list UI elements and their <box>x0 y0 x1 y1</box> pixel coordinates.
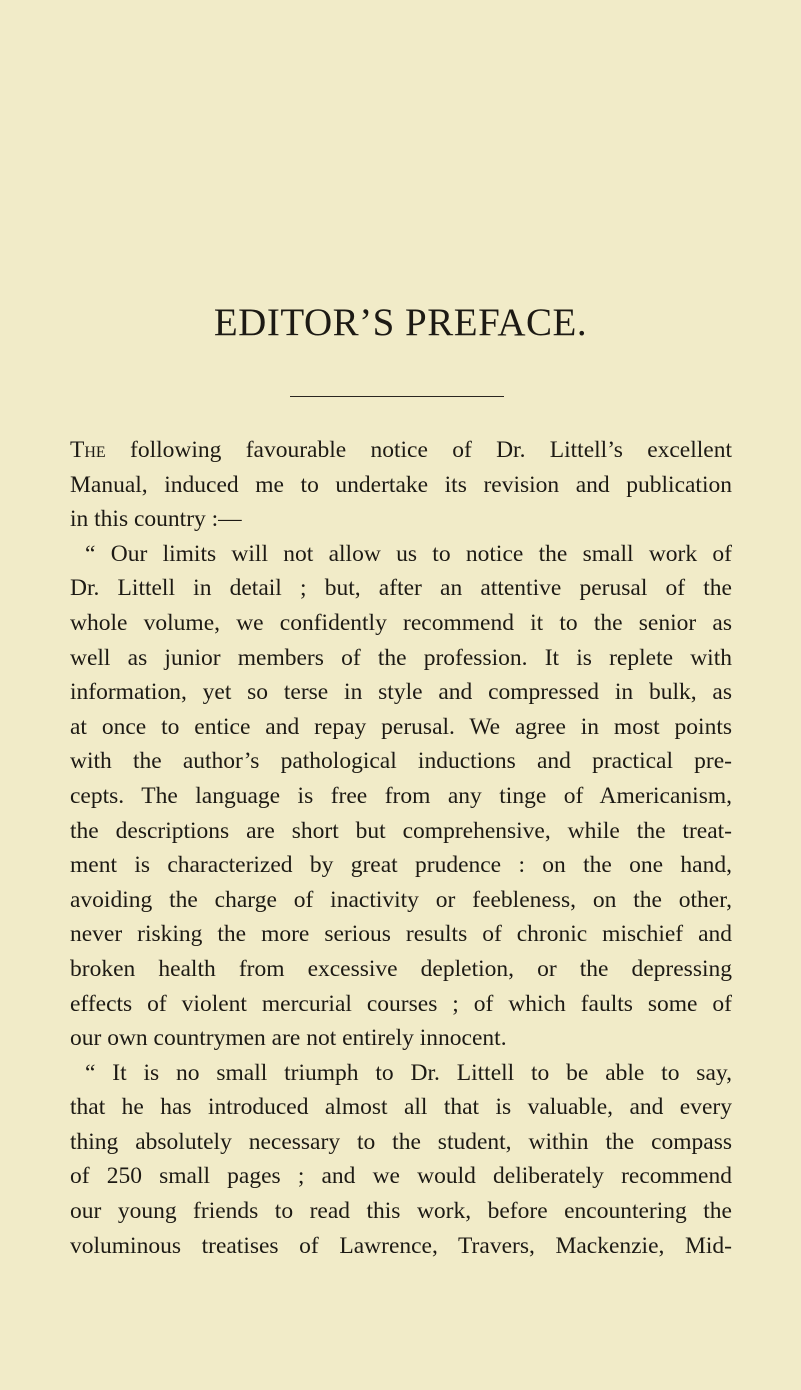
text-line: cepts. The language is free from any tinge of Americanism, <box>70 782 732 809</box>
small-caps-lead: The <box>70 437 106 463</box>
text-line: our young friends to read this work, before encountering the <box>70 1198 732 1225</box>
text-line: Dr. Littell in detail ; but, after an attentive perusal of the <box>70 575 732 602</box>
text-line: avoiding the charge of inactivity or feebleness, on the other, <box>70 886 732 913</box>
text-line: at once to entice and repay perusal. We agree in most points <box>70 713 732 740</box>
text-line: information, yet so terse in style and compressed in bulk, as <box>70 679 732 706</box>
page-title: EDITOR’S PREFACE. <box>213 301 588 344</box>
text-line: whole volume, we confidently recommend it to the senior as <box>70 609 732 636</box>
text-line: “ Our limits will not allow us to notice the small work of <box>85 540 732 567</box>
text-line: voluminous treatises of Lawrence, Travers, Mackenzie, Mid- <box>70 1232 732 1259</box>
text-line: ment is characterized by great prudence : on the one hand, <box>70 852 732 879</box>
text-line: thing absolutely necessary to the student, within the compass <box>70 1128 732 1155</box>
text-line: Manual, induced me to undertake its revision and publication <box>70 471 732 498</box>
title-divider <box>290 396 504 397</box>
text-line: effects of violent mercurial courses ; of which faults some of <box>70 990 732 1017</box>
text-line: our own countrymen are not entirely innocent. <box>70 1025 507 1052</box>
text-line: in this country :— <box>70 506 242 533</box>
text-line: never risking the more serious results of chronic mischief and <box>70 921 732 948</box>
text-line: that he has introduced almost all that is valuable, and every <box>70 1094 732 1121</box>
text-line: of 250 small pages ; and we would deliberately recommend <box>70 1163 732 1190</box>
text-line: with the author’s pathological inductions and practical pre- <box>70 748 732 775</box>
text-line: broken health from excessive depletion, or the depressing <box>70 955 732 982</box>
text-line: The following favourable notice of Dr. Littell’s excellent <box>70 437 732 463</box>
preface-body <box>70 433 732 1263</box>
text-line: well as junior members of the profession. It is replete with <box>70 644 732 671</box>
text-line: the descriptions are short but comprehensive, while the treat- <box>70 817 732 844</box>
text-line: “ It is no small triumph to Dr. Littell to be able to say, <box>85 1059 732 1086</box>
